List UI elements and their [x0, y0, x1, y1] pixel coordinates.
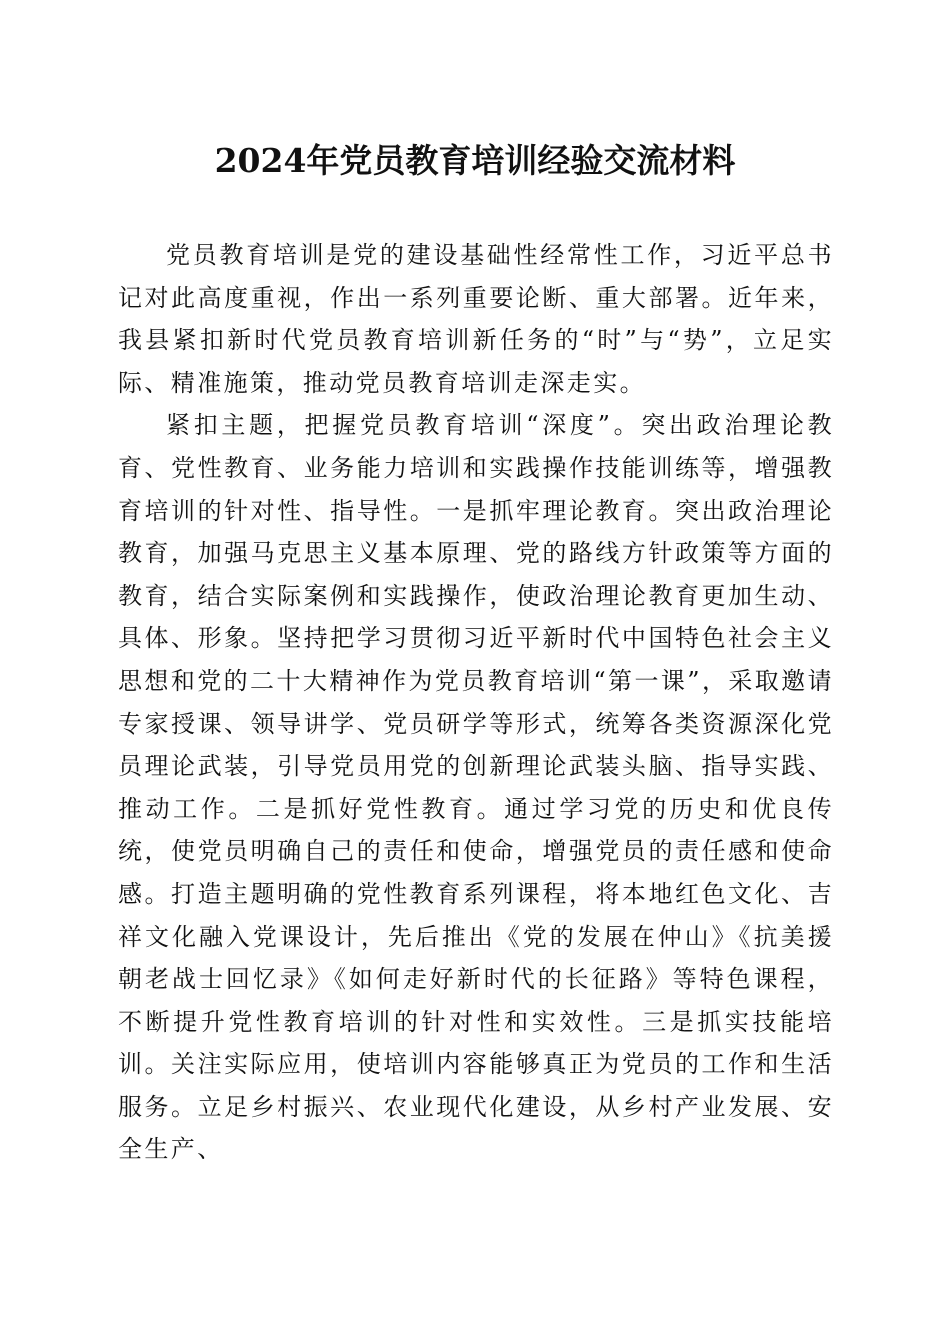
paragraph-intro: 党员教育培训是党的建设基础性经常性工作，习近平总书记对此高度重视，作出一系列重要论断、重大部署。近年来，我县紧扣新时代党员教育培训新任务的“时”与“势”，立足实际、精准施策，推动党员教育培训走深走实。	[118, 241, 834, 397]
paragraph-depth: 紧扣主题，把握党员教育培训“深度”。突出政治理论教育、党性教育、业务能力培训和实践操作技能训练等，增强教育培训的针对性、指导性。一是抓牢理论教育。突出政治理论教育，加强马克思主义基本原理、党的路线方针政策等方面的教育，结合实际案例和实践操作，使政治理论教育更加生动、具体、形象。坚持把学习贯彻习近平新时代中国特色社会主义思想和党的二十大精神作为党员教育培训“第一课”，采取邀请专家授课、领导讲学、党员研学等形式，统筹各类资源深化党员理论武装，引导党员用党的创新理论武装头脑、指导实践、推动工作。二是抓好党性教育。通过学习党的历史和优良传统，使党员明确自己的责任和使命，增强党员的责任感和使命感。打造主题明确的党性教育系列课程，将本地红色文化、吉祥文化融入党课设计，先后推出《党的发展在仲山》《抗美援朝老战士回忆录》《如何走好新时代的长征路》等特色课程，不断提升党性教育培训的针对性和实效性。三是抓实技能培训。关注实际应用，使培训内容能够真正为党员的工作和生活服务。立足乡村振兴、农业现代化建设，从乡村产业发展、安全生产、	[118, 411, 834, 1164]
document-body	[118, 234, 834, 1171]
document-title: 2024年党员教育培训经验交流材料	[214, 141, 736, 180]
